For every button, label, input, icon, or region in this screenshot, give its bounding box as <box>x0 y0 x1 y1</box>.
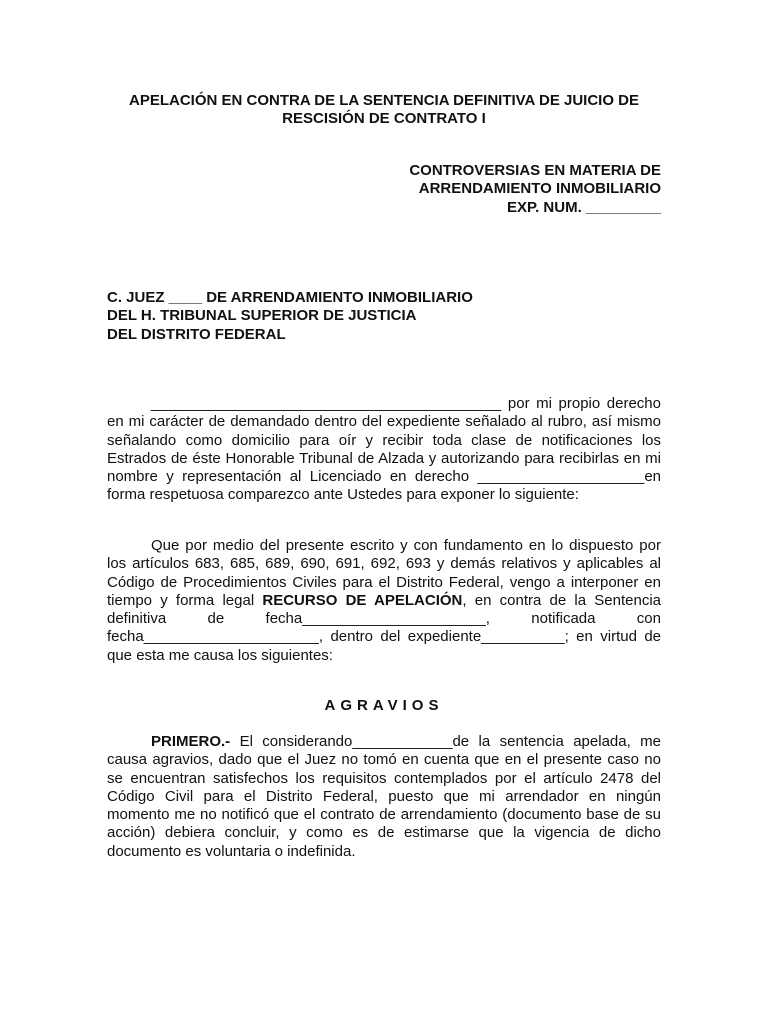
body-line-7: que esta me causa los siguientes: <box>107 646 333 664</box>
intro-line-6: forma respetuosa comparezco ante Ustedes para exponer lo siguiente: <box>107 486 579 504</box>
body-line-3: Código de Procedimientos Civiles para el Distrito Federal, vengo a interponer en <box>107 573 661 591</box>
body-line-6: fecha_____________________, dentro del expediente__________; en virtud de <box>107 628 661 646</box>
intro-line-3: señalando como domicilio para oír y recibir toda clase de notificaciones los <box>107 431 661 449</box>
primero-line-6: acción) debiera concluir, y como es de estimarse que la vigencia de dicho <box>107 824 661 842</box>
title-line-1: APELACIÓN EN CONTRA DE LA SENTENCIA DEFINITIVA DE JUICIO DE <box>128 92 640 109</box>
intro-line-5: nombre y representación al Licenciado en derecho ____________________en <box>107 468 661 486</box>
primero-line-4: Código Civil para el Distrito Federal, puesto que mi arrendador en ningún <box>107 787 661 805</box>
primero-line-7: documento es voluntaria o indefinida. <box>107 842 356 860</box>
body-line-4-end: , en contra de la Sentencia <box>462 591 661 609</box>
body-line-2: los artículos 683, 685, 689, 690, 691, 692, 693 y demás relativos y aplicables al <box>107 555 661 573</box>
title-line-2: RESCISIÓN DE CONTRATO I <box>282 110 486 128</box>
intro-line-1: __________________________________________ por mi propio derecho <box>151 395 661 412</box>
primero-line-2: causa agravios, dado que el Juez no tomó en cuenta que en el presente caso no <box>107 751 661 769</box>
primero-line-1-text: El considerando____________de la sentencia apelada, me <box>230 733 661 750</box>
primero-line-1 <box>107 733 661 751</box>
case-header-expediente: EXP. NUM. _________ <box>507 198 661 216</box>
body-line-1: Que por medio del presente escrito y con fundamento en lo dispuesto por <box>151 537 661 554</box>
intro-line-4: Estrados de éste Honorable Tribunal de Alzada y autorizando para recibirlas en mi <box>107 449 661 467</box>
addressee-line-3: DEL DISTRITO FEDERAL <box>107 325 286 343</box>
case-header-line-1: CONTROVERSIAS EN MATERIA DE <box>409 162 661 179</box>
body-line-4 <box>107 592 661 610</box>
primero-paragraph <box>107 733 661 861</box>
recurso-de-apelacion-label: RECURSO DE APELACIÓN <box>262 591 463 609</box>
agravios-heading: AGRAVIOS <box>324 697 444 714</box>
addressee-line-2: DEL H. TRIBUNAL SUPERIOR DE JUSTICIA <box>107 307 417 325</box>
body-paragraph <box>107 537 661 665</box>
body-line-5: definitiva de fecha______________________, notificada con <box>107 610 661 628</box>
case-header-line-2: ARRENDAMIENTO INMOBILIARIO <box>418 180 661 198</box>
document-title <box>107 92 661 129</box>
body-line-4-start: tiempo y forma legal <box>107 591 263 609</box>
primero-line-5: momento me no notificó que el contrato de arrendamiento (documento base de su <box>107 806 661 824</box>
intro-paragraph <box>107 395 661 505</box>
intro-line-2: en mi carácter de demandado dentro del expediente señalado al rubro, así mismo <box>107 413 661 431</box>
case-header <box>330 162 661 217</box>
primero-label: PRIMERO.- <box>151 733 231 750</box>
addressee-line-1: C. JUEZ ____ DE ARRENDAMIENTO INMOBILIARIO <box>107 289 473 306</box>
addressee-block <box>107 289 661 344</box>
primero-line-3: se encuentran satisfechos los requisitos contemplados por el artículo 2478 del <box>107 769 661 787</box>
